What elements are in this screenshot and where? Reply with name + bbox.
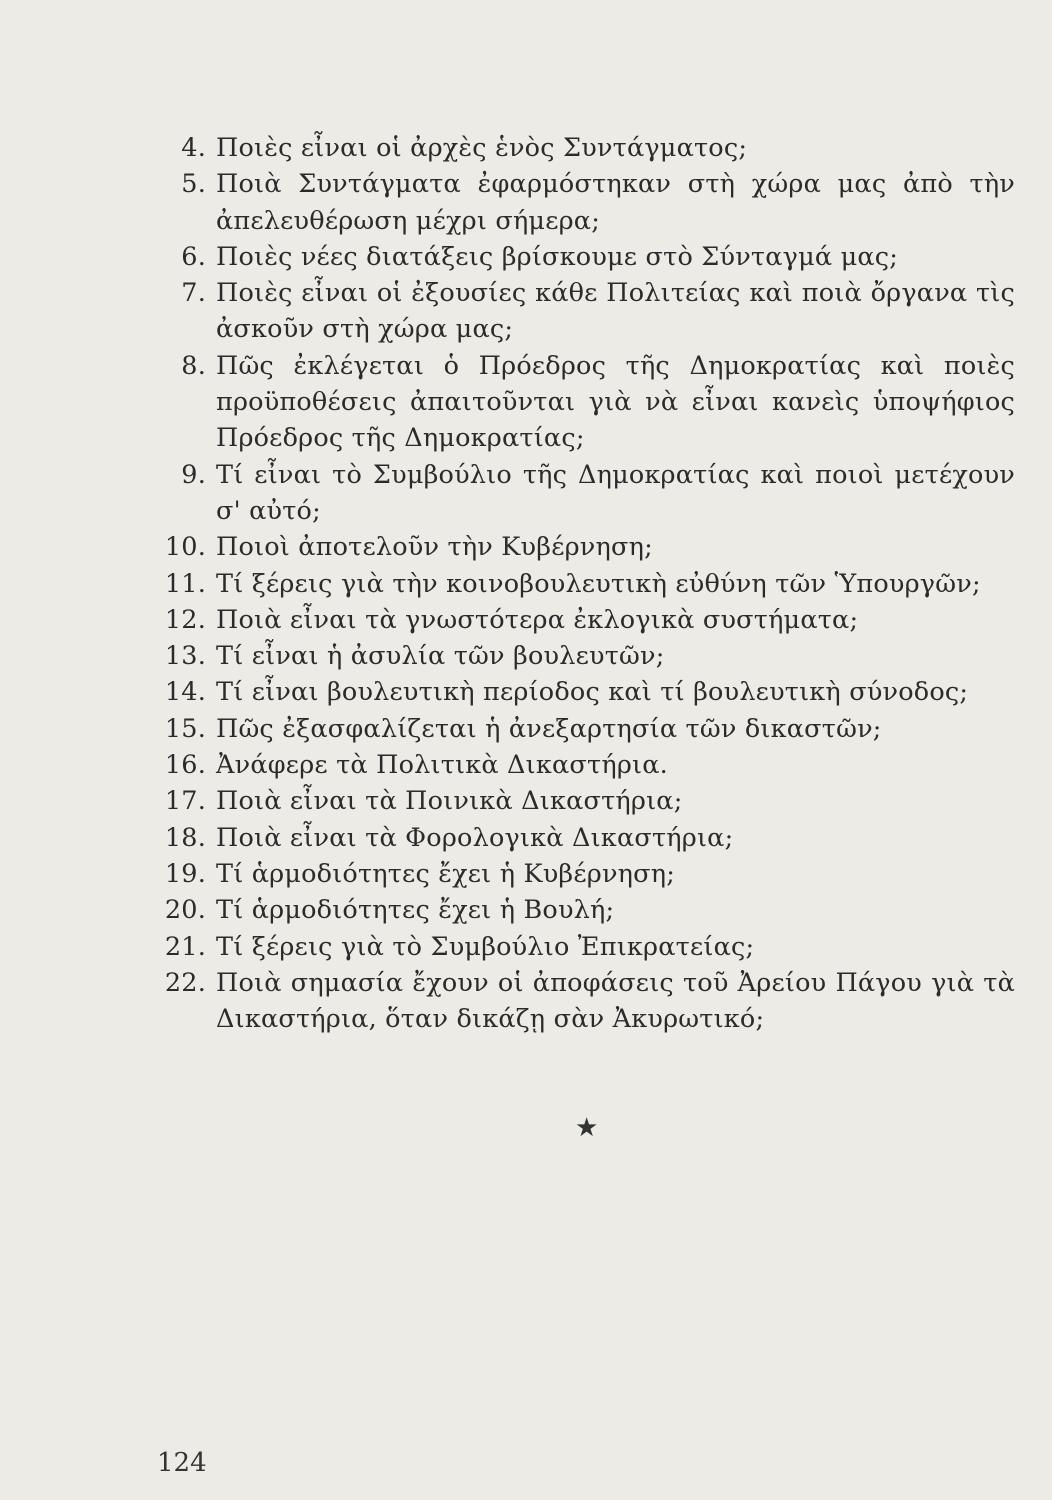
question-item	[160, 783, 1015, 819]
question-number: 14.	[164, 677, 206, 708]
question-text: Πῶς ἐκλέγεται ὁ Πρόεδρος τῆς Δημοκρατίας καὶ ποιὲς προϋποθέσεις ἀπαιτοῦνται γιὰ νὰ εἶναι κανεὶς ὑποψήφιος Πρόεδρος τῆς Δημοκρατίας;	[216, 350, 1015, 454]
question-text: Ποιὰ Συντάγματα ἐφαρμόστηκαν στὴ χώρα μας ἀπὸ τὴν ἀπελευθέρωση μέχρι σήμερα;	[216, 169, 1015, 236]
question-number: 19.	[164, 858, 206, 889]
question-number: 15.	[164, 713, 206, 744]
question-text: Τί εἶναι τὸ Συμβούλιο τῆς Δημοκρατίας καὶ ποιοὶ μετέχουν σ' αὐτό;	[216, 459, 1015, 526]
question-number: 8.	[181, 350, 206, 381]
question-text: Τί εἶναι βουλευτικὴ περίοδος καὶ τί βουλευτικὴ σύνοδος;	[216, 677, 969, 708]
question-item	[160, 130, 1015, 166]
question-item	[160, 892, 1015, 928]
star-divider-icon: ★	[575, 1113, 599, 1143]
question-number: 21.	[164, 931, 206, 962]
question-text: Ἀνάφερε τὰ Πολιτικὰ Δικαστήρια.	[216, 750, 668, 781]
question-item	[160, 929, 1015, 965]
question-item	[160, 348, 1015, 457]
question-item	[160, 856, 1015, 892]
question-item	[160, 747, 1015, 783]
question-item	[160, 239, 1015, 275]
question-text: Τί ἁρμοδιότητες ἔχει ἡ Βουλή;	[216, 895, 615, 926]
question-item	[160, 638, 1015, 674]
question-item	[160, 275, 1015, 348]
question-text: Ποιὲς νέες διατάξεις βρίσκουμε στὸ Σύνταγμά μας;	[216, 241, 899, 272]
page-number: 124	[157, 1448, 207, 1478]
question-item	[160, 529, 1015, 565]
question-number: 12.	[164, 604, 206, 635]
question-number: 5.	[181, 169, 206, 200]
question-number: 10.	[164, 532, 206, 563]
question-number: 16.	[164, 750, 206, 781]
question-number: 22.	[164, 967, 206, 998]
question-number: 7.	[181, 278, 206, 309]
question-item	[160, 457, 1015, 530]
question-number: 9.	[181, 459, 206, 490]
question-item	[160, 965, 1015, 1038]
question-text: Τί ξέρεις γιὰ τὴν κοινοβουλευτικὴ εὐθύνη τῶν Ὑπουργῶν;	[216, 568, 981, 599]
question-list	[160, 130, 1015, 1037]
question-text: Ποιὲς εἶναι οἱ ἐξουσίες κάθε Πολιτείας καὶ ποιὰ ὄργανα τὶς ἀσκοῦν στὴ χώρα μας;	[216, 278, 1015, 345]
question-number: 6.	[181, 241, 206, 272]
question-number: 17.	[164, 786, 206, 817]
question-number: 18.	[164, 822, 206, 853]
question-text: Τί ἁρμοδιότητες ἔχει ἡ Κυβέρνηση;	[216, 858, 676, 889]
question-item	[160, 820, 1015, 856]
question-text: Ποιὰ εἶναι τὰ Ποινικὰ Δικαστήρια;	[216, 786, 683, 817]
question-text: Ποιοὶ ἀποτελοῦν τὴν Κυβέρνηση;	[216, 532, 653, 563]
question-text: Πῶς ἐξασφαλίζεται ἡ ἀνεξαρτησία τῶν δικαστῶν;	[216, 713, 882, 744]
question-text: Τί εἶναι ἡ ἀσυλία τῶν βουλευτῶν;	[216, 641, 665, 672]
question-number: 20.	[164, 895, 206, 926]
question-number: 13.	[164, 641, 206, 672]
question-item	[160, 166, 1015, 239]
question-text: Ποιὰ εἶναι τὰ Φορολογικὰ Δικαστήρια;	[216, 822, 734, 853]
question-text: Ποιὲς εἶναι οἱ ἀρχὲς ἑνὸς Συντάγματος;	[216, 133, 748, 163]
question-text: Τί ξέρεις γιὰ τὸ Συμβούλιο Ἐπικρατείας;	[216, 931, 755, 962]
question-number: 11.	[164, 568, 206, 599]
question-item	[160, 674, 1015, 710]
question-number: 4.	[181, 133, 206, 163]
question-item	[160, 602, 1015, 638]
question-item	[160, 566, 1015, 602]
question-item	[160, 711, 1015, 747]
question-text: Ποιὰ σημασία ἔχουν οἱ ἀποφάσεις τοῦ Ἀρείου Πάγου γιὰ τὰ Δικαστήρια, ὅταν δικάζῃ σὰν Ἀκυρωτικό;	[216, 967, 1015, 1035]
question-text: Ποιὰ εἶναι τὰ γνωστότερα ἐκλογικὰ συστήματα;	[216, 604, 859, 635]
